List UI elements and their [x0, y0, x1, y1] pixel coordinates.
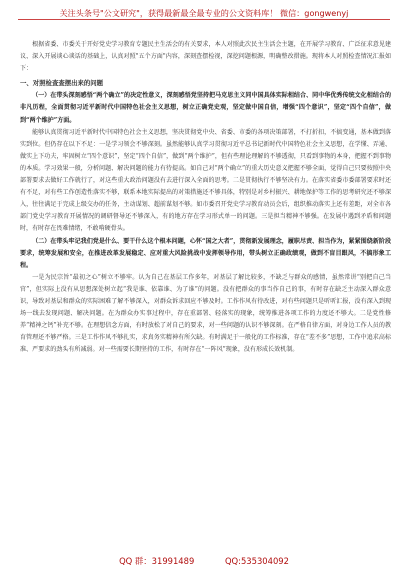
- subsection-1-bold: （一）在带头深刻感悟“两个确立”的决定性意义，深刻感悟党坚持把马克思主义同中国具体实际相结合、同中华优秀传统文化相结合的非凡历程，全面贯彻习近平新时代中国特色社会主义思想，树立正确党史观，坚定做中国自信，增强“四个意识”，坚定“四个自信”，做到“两个维护”方面。: [20, 92, 391, 124]
- page-footer: [0, 555, 408, 567]
- section-heading: 一、对照检查查摆出来的问题: [20, 79, 104, 88]
- intro-paragraph: 根据省委、市委关于开好党史学习教育专题民主生活会的有关要求，本人对照此次民主生活会主题，在开展学习教育、广泛征求意见建议、深入开展谈心谈话的基础上，认真对照"五个方面"内容，深刻查摆检视，深挖问题根源，明确整改措施。现将本人对照检查情况汇报如下：: [20, 41, 391, 73]
- header-text: 关注头条号"公文研究"，获得最新最全最专业的公文资料库！ 微信：gongwenyj: [59, 8, 349, 18]
- header-rule: [18, 19, 390, 20]
- subsection-1-text: 能够认真贯彻习近平新时代中国特色社会主义思想，坚决贯彻党中央、省委、市委的各项决策部署，不打折扣，不搞变通，基本做到落实到位。但仍存在以下不足：一是学习领会不够深刻。虽然能够认真学习贯彻习近平总书记新时代中国特色社会主义思想，在学懂、弄通、做实上下功夫，牢固树立“四个意识”，坚定“四个自信”，做到“两个维护”，但有些理论理解的不够透彻，只看到事物的本身，把握不到事物的本质。学习效果一般，分析问题、解决问题的能力有待提高。如自己对“两个确立”的重大历史意义把握不够全面，觉得自己只要按照中央部署要求去做好工作就行了，对这些重大政治问题没有去进行深入全面的思考。二是贯彻执行不够坚决有力。在落实省委市委部署要求时还有不足，对有些工作创造性落实不够，联系本地实际提出的对策措施还不够具体，特别是对乡村振兴、耕地保护等工作的思考研究还不够深入，往往满足于完成上级交办的任务，主动谋划、超前谋划不够。如市委召开党史学习教育动员会后，组织推动落实上还有差距，对全市各部门党史学习教育开展情况的调研督导还不够深入，有的地方存在学习形式单一的问题。三是担当精神不够强。在发展中遇到矛盾和问题时，有时存在畏难情绪，不敢啃硬骨头。: [20, 128, 391, 233]
- page-header: [0, 8, 408, 19]
- document-body: [20, 39, 391, 547]
- footer-qq-group: QQ 群：31991489: [119, 556, 195, 566]
- subsection-2-bold: （二）在带头牢记我们党是什么、要干什么这个根本问题，心怀“国之大者”，贯彻新发展理念，履职尽责、担当作为，紧紧围绕新阶段要求，统筹发展和安全，在推进改革发展稳定、应对重大风险挑战中发挥领导作用，带头树立正确政绩观，做到不盲目跟风，不搞形象工程。: [20, 237, 391, 269]
- subsection-2-text: 一是为民宗旨“最初之心”树立不够牢。认为自己在基层工作多年，对基层了解比较多，不缺乏与群众的感情，虽然常讲“别把自己当官”，但实际上没有从思想深处树立起“我是谁、依靠谁、为了谁”的问题。没有把群众的事当作自己的事，有时存在缺乏主动深入群众意识，导致对基层和群众的实际困难了解不够深入，对群众诉求回应不够及时。工作作风有待改进，对有些问题只是听听汇报，没有深入到现场一线去发现问题、解决问题。在为群众办实事过程中，存在重部署、轻落实的现象，统筹推进各项工作的力度还不够大。二是党性修养“精神之钙”补充不够。在理想信念方面，有时放松了对自己的要求，对一些问题的认识不够深刻。在严格自律方面，对身边工作人员的教育管理还不够严格。三是工作作风不够扎实，求真务实精神有所欠缺。有时满足于一般化的工作标准，存在“差不多”思想，工作中追求高标准、严要求的劲头有所减弱。对一些需要长期坚持的工作，有时存在“一阵风”现象，没有形成长效机制。: [20, 273, 391, 354]
- footer-qq: QQ:535304092: [224, 556, 289, 566]
